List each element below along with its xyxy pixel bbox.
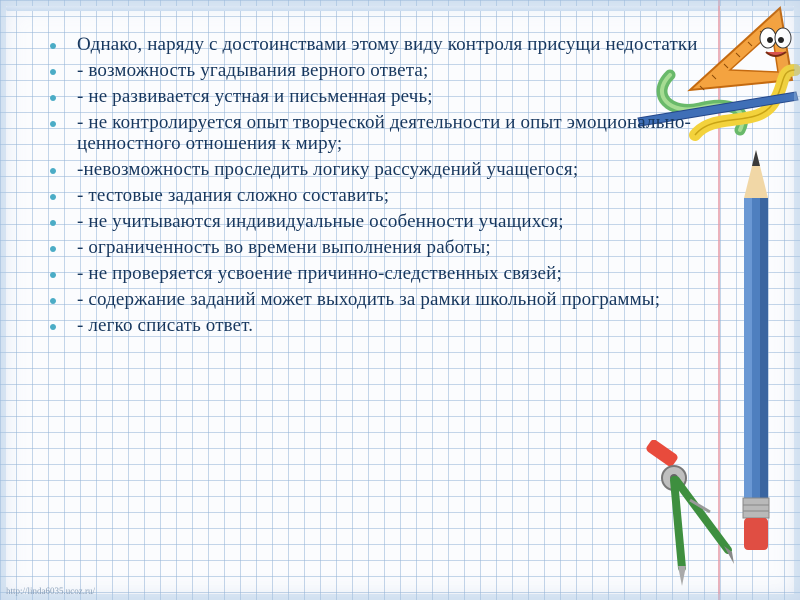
bullet-icon <box>50 298 56 304</box>
list-item <box>48 159 698 180</box>
bullet-icon <box>50 43 56 49</box>
list-item-text: - тестовые задания сложно составить; <box>77 185 390 206</box>
footer-url: http://linda6035.ucoz.ru/ <box>6 586 95 596</box>
list-item-text: - не проверяется усвоение причинно-следственных связей; <box>77 263 562 284</box>
list-item-text: -невозможность проследить логику рассуждений учащегося; <box>77 159 579 180</box>
bullet-icon <box>50 246 56 252</box>
bullet-list-container <box>48 34 698 341</box>
list-item <box>48 86 698 107</box>
list-item <box>48 60 698 81</box>
list-item <box>48 211 698 232</box>
list-item-text: - ограниченность во времени выполнения работы; <box>77 237 491 258</box>
list-item <box>48 34 698 55</box>
list-item <box>48 289 698 310</box>
list-item-text: - не контролируется опыт творческой деятельности и опыт эмоционально-ценностного отношения к миру; <box>77 112 691 154</box>
bullet-icon <box>50 69 56 75</box>
list-item <box>48 185 698 206</box>
list-item-text: - легко списать ответ. <box>77 315 254 336</box>
list-item-text: - не развивается устная и письменная речь; <box>77 86 433 107</box>
compass-icon <box>630 440 740 590</box>
bullet-icon <box>50 168 56 174</box>
list-item <box>48 237 698 258</box>
bullet-icon <box>50 220 56 226</box>
bullet-icon <box>50 194 56 200</box>
list-item <box>48 315 698 336</box>
bullet-icon <box>50 95 56 101</box>
bullet-icon <box>50 272 56 278</box>
pencil-icon <box>736 150 776 560</box>
list-item-text: - содержание заданий может выходить за рамки школьной программы; <box>77 289 661 310</box>
list-item <box>48 112 698 154</box>
list-item-text: - не учитываются индивидуальные особенности учащихся; <box>77 211 564 232</box>
bullet-icon <box>50 121 56 127</box>
list-item-text: Однако, наряду с достоинствами этому виду контроля присущи недостатки <box>77 34 698 55</box>
bullet-icon <box>50 324 56 330</box>
list-item-text: - возможность угадывания верного ответа; <box>77 60 429 81</box>
list-item <box>48 263 698 284</box>
bullet-list <box>48 34 698 336</box>
